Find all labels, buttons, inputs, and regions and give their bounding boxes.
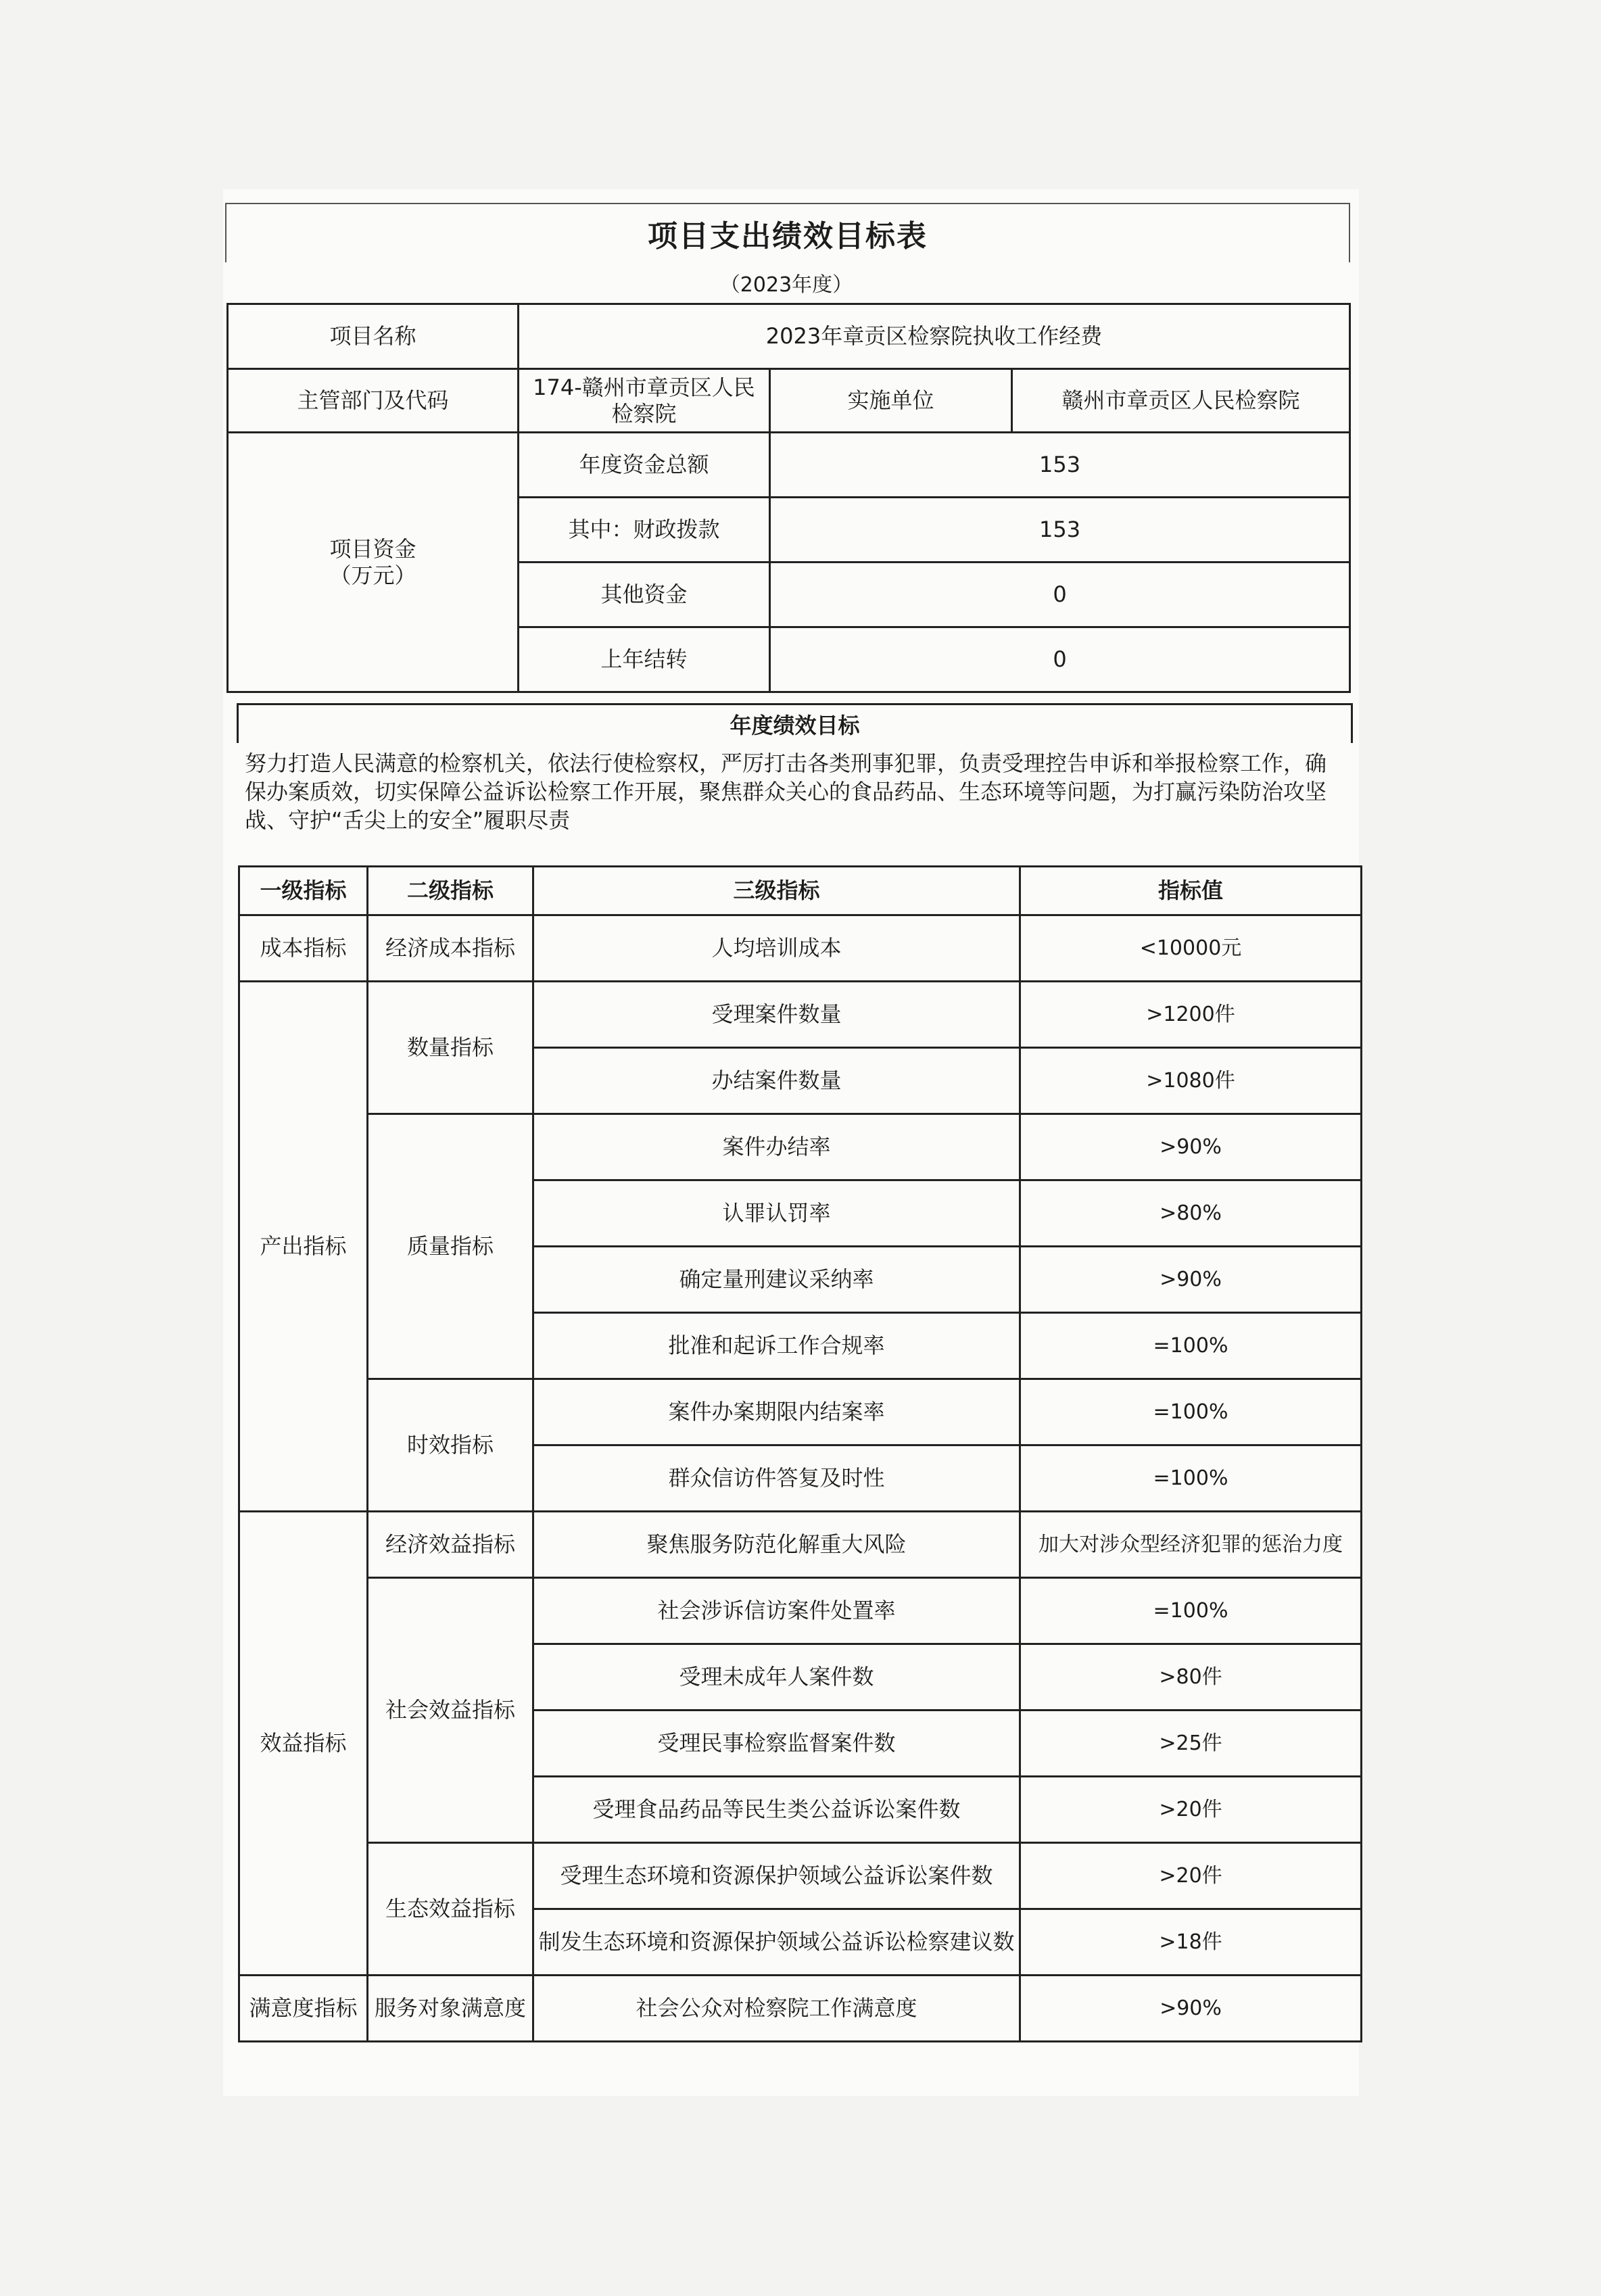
funds-row-value: 153 bbox=[770, 433, 1350, 498]
funds-label: 项目资金 （万元） bbox=[228, 433, 519, 692]
level3-indicator: 社会公众对检察院工作满意度 bbox=[533, 1976, 1020, 2042]
level3-indicator: 批准和起诉工作合规率 bbox=[533, 1313, 1020, 1379]
indicator-value: >20件 bbox=[1020, 1777, 1362, 1843]
funds-row-label: 其中：财政拨款 bbox=[519, 498, 770, 563]
indicator-row bbox=[239, 915, 1362, 982]
level2-indicator: 经济效益指标 bbox=[368, 1512, 533, 1578]
indicator-value: >20件 bbox=[1020, 1843, 1362, 1909]
header-value: 指标值 bbox=[1020, 867, 1362, 915]
impl-label: 实施单位 bbox=[770, 369, 1012, 433]
level3-indicator: 确定量刑建议采纳率 bbox=[533, 1247, 1020, 1313]
indicator-row bbox=[239, 1578, 1362, 1644]
funds-row-label: 上年结转 bbox=[519, 627, 770, 692]
indicator-value: >90% bbox=[1020, 1114, 1362, 1180]
annual-goal-text: 努力打造人民满意的检察机关，依法行使检察权，严厉打击各类刑事犯罪，负责受理控告申诉和举报检察工作，确保办案质效，切实保障公益诉讼检察工作开展，聚焦群众关心的食品药品、生态环境等问题，为打赢污染防治攻坚战、守护“舌尖上的安全”履职尽责 bbox=[245, 750, 1327, 833]
indicator-value: >1080件 bbox=[1020, 1048, 1362, 1114]
level3-indicator: 聚焦服务防范化解重大风险 bbox=[533, 1512, 1020, 1578]
indicator-value: =100% bbox=[1020, 1445, 1362, 1512]
header-level1: 一级指标 bbox=[239, 867, 368, 915]
project-info-table bbox=[226, 303, 1351, 693]
funds-row-value: 153 bbox=[770, 498, 1350, 563]
funds-row-label: 其他资金 bbox=[519, 563, 770, 627]
level3-indicator: 受理生态环境和资源保护领域公益诉讼案件数 bbox=[533, 1843, 1020, 1909]
indicator-row bbox=[239, 1379, 1362, 1445]
level1-indicator: 成本指标 bbox=[239, 915, 368, 982]
annual-goal-heading: 年度绩效目标 bbox=[237, 703, 1353, 743]
indicator-value: >90% bbox=[1020, 1976, 1362, 2042]
level3-indicator: 受理民事检察监督案件数 bbox=[533, 1711, 1020, 1777]
document-title: 项目支出绩效目标表 bbox=[225, 203, 1350, 262]
level2-indicator: 经济成本指标 bbox=[368, 915, 533, 982]
indicator-row bbox=[239, 1976, 1362, 2042]
level3-indicator: 制发生态环境和资源保护领域公益诉讼检察建议数 bbox=[533, 1909, 1020, 1976]
project-name-label: 项目名称 bbox=[228, 304, 519, 369]
level2-indicator: 社会效益指标 bbox=[368, 1578, 533, 1843]
level2-indicator: 质量指标 bbox=[368, 1114, 533, 1379]
level3-indicator: 认罪认罚率 bbox=[533, 1180, 1020, 1247]
indicator-value: =100% bbox=[1020, 1313, 1362, 1379]
level2-indicator: 生态效益指标 bbox=[368, 1843, 533, 1976]
level3-indicator: 案件办结率 bbox=[533, 1114, 1020, 1180]
indicator-row bbox=[239, 1114, 1362, 1180]
level3-indicator: 受理食品药品等民生类公益诉讼案件数 bbox=[533, 1777, 1020, 1843]
funds-row-label: 年度资金总额 bbox=[519, 433, 770, 498]
indicator-value: =100% bbox=[1020, 1578, 1362, 1644]
level3-indicator: 群众信访件答复及时性 bbox=[533, 1445, 1020, 1512]
level3-indicator: 办结案件数量 bbox=[533, 1048, 1020, 1114]
level3-indicator: 受理未成年人案件数 bbox=[533, 1644, 1020, 1711]
indicator-row bbox=[239, 1843, 1362, 1909]
funds-row-value: 0 bbox=[770, 563, 1350, 627]
level3-indicator: 受理案件数量 bbox=[533, 982, 1020, 1048]
level3-indicator: 案件办案期限内结案率 bbox=[533, 1379, 1020, 1445]
indicator-value: >80件 bbox=[1020, 1644, 1362, 1711]
indicator-value: =100% bbox=[1020, 1379, 1362, 1445]
level2-indicator: 服务对象满意度 bbox=[368, 1976, 533, 2042]
indicator-value: 加大对涉众型经济犯罪的惩治力度 bbox=[1020, 1512, 1362, 1578]
dept-value: 174-赣州市章贡区人民检察院 bbox=[519, 369, 770, 433]
header-level2: 二级指标 bbox=[368, 867, 533, 915]
header-level3: 三级指标 bbox=[533, 867, 1020, 915]
level1-indicator: 产出指标 bbox=[239, 982, 368, 1512]
indicator-value: >25件 bbox=[1020, 1711, 1362, 1777]
funds-row-value: 0 bbox=[770, 627, 1350, 692]
indicator-row bbox=[239, 1512, 1362, 1578]
dept-label: 主管部门及代码 bbox=[228, 369, 519, 433]
indicator-value: >80% bbox=[1020, 1180, 1362, 1247]
level3-indicator: 人均培训成本 bbox=[533, 915, 1020, 982]
level1-indicator: 满意度指标 bbox=[239, 1976, 368, 2042]
project-name-value: 2023年章贡区检察院执收工作经费 bbox=[519, 304, 1350, 369]
level1-indicator: 效益指标 bbox=[239, 1512, 368, 1976]
indicator-row bbox=[239, 982, 1362, 1048]
indicator-value: >18件 bbox=[1020, 1909, 1362, 1976]
level3-indicator: 社会涉诉信访案件处置率 bbox=[533, 1578, 1020, 1644]
indicator-value: <10000元 bbox=[1020, 915, 1362, 982]
level2-indicator: 时效指标 bbox=[368, 1379, 533, 1512]
indicator-value: >1200件 bbox=[1020, 982, 1362, 1048]
indicator-value: >90% bbox=[1020, 1247, 1362, 1313]
document-year: （2023年度） bbox=[719, 273, 853, 297]
level2-indicator: 数量指标 bbox=[368, 982, 533, 1114]
indicator-table bbox=[238, 865, 1362, 2042]
impl-value: 赣州市章贡区人民检察院 bbox=[1012, 369, 1350, 433]
